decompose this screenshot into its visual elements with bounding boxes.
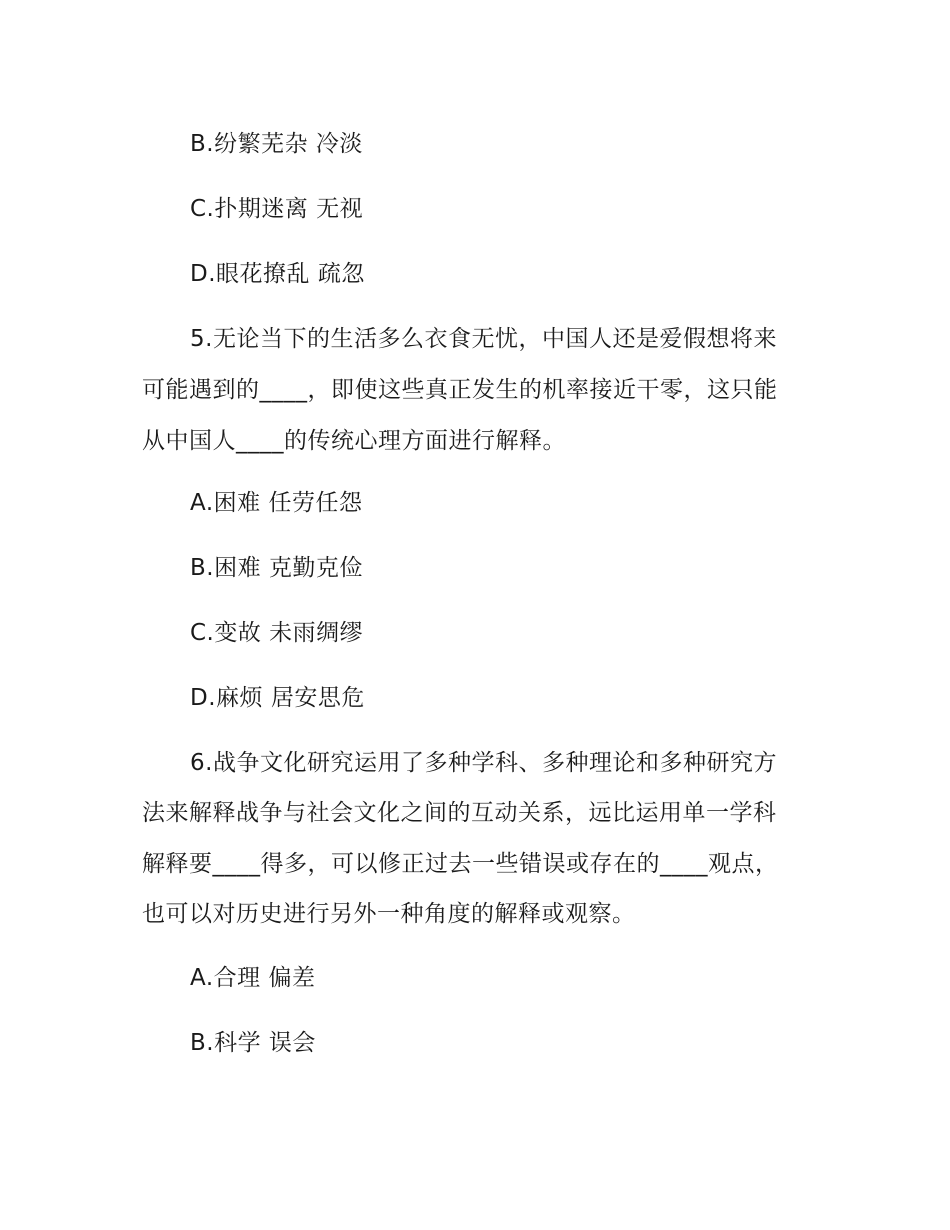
q5-option-d: D.麻烦 居安思危 — [190, 685, 365, 711]
q6-line-3: 解释要____得多，可以修正过去一些错误或存在的____观点， — [142, 851, 779, 877]
q6-option-b: B.科学 误会 — [190, 1030, 316, 1056]
option-b-prev: B.纷繁芜杂 冷淡 — [190, 131, 363, 157]
q6-line-1: 6.战争文化研究运用了多种学科、多种理论和多种研究方 — [190, 750, 777, 776]
q6-line-2: 法来解释战争与社会文化之间的互动关系，远比运用单一学科 — [142, 800, 777, 826]
option-c-prev: C.扑期迷离 无视 — [190, 196, 364, 222]
q5-line-1: 5.无论当下的生活多么衣食无忧，中国人还是爱假想将来 — [190, 326, 777, 352]
q5-option-b: B.困难 克勤克俭 — [190, 555, 363, 581]
q6-option-a: A.合理 偏差 — [190, 965, 316, 991]
q5-line-2: 可能遇到的____，即使这些真正发生的机率接近干零，这只能 — [142, 377, 778, 403]
q5-option-a: A.困难 任劳任怨 — [190, 490, 363, 516]
q5-line-3: 从中国人____的传统心理方面进行解释。 — [142, 428, 566, 454]
q5-option-c: C.变故 未雨绸缪 — [190, 620, 364, 646]
option-d-prev: D.眼花撩乱 疏忽 — [190, 261, 365, 287]
q6-line-4: 也可以对历史进行另外一种角度的解释或观察。 — [142, 901, 636, 927]
